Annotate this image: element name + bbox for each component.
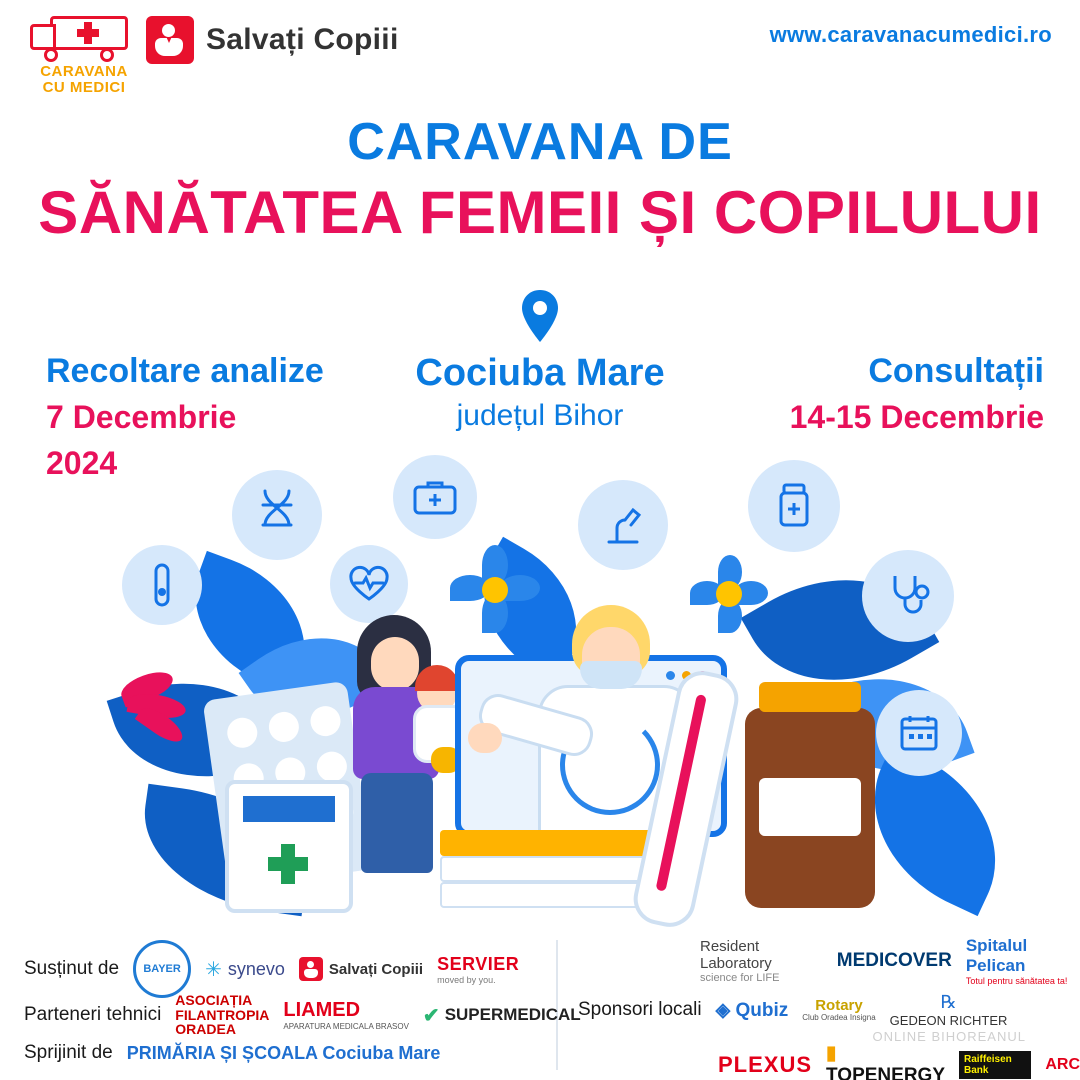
recoltare-label: Recoltare analize	[46, 352, 324, 390]
arc-logo: ARC	[1045, 1055, 1080, 1073]
local-sponsors-label: Sponsori locali	[578, 999, 702, 1020]
rotary-logo	[802, 998, 875, 1022]
filantropia-line2: FILANTROPIA	[175, 1006, 270, 1023]
supported-by-label: Susținut de	[24, 958, 120, 979]
pelican-label: Spitalul Pelican	[965, 936, 1028, 975]
recoltare-year: 2024	[46, 445, 118, 481]
spitalul-pelican-logo	[966, 936, 1080, 986]
plexus-logo: PLEXUS	[718, 1051, 813, 1077]
heartbeat-icon	[330, 545, 408, 623]
caravana-logo	[24, 10, 144, 96]
footer-row-supported-local	[24, 1042, 440, 1064]
footer-row-local-sponsors-1	[700, 936, 1080, 986]
title-line-2: SĂNĂTATEA FEMEII ȘI COPILULUI	[38, 179, 1042, 246]
gedeon-richter-logo	[890, 992, 1008, 1028]
liamed-logo	[283, 999, 409, 1031]
location-pin-icon	[516, 288, 564, 344]
rotary-sub: Club Oradea Insigna	[802, 1012, 876, 1022]
rotary-label: Rotary	[815, 996, 863, 1014]
illustration	[0, 440, 1080, 930]
filantropia-oradea-logo	[175, 993, 269, 1037]
resident-label: Resident Laboratory	[700, 938, 772, 972]
liamed-label: LIAMED	[283, 999, 361, 1022]
medical-truck-icon	[30, 10, 138, 62]
gedeon-label: GEDEON RICHTER	[889, 1013, 1008, 1028]
filantropia-line3: ORADEA	[175, 1021, 236, 1038]
synevo-logo	[205, 957, 285, 982]
salvati-copiii-footer-logo	[299, 957, 423, 981]
stethoscope-icon	[862, 550, 954, 642]
watermark: ONLINE BIHOREANUL	[872, 1029, 1026, 1044]
microscope-icon	[578, 480, 668, 570]
salvati-copiii-name: Salvați Copiii	[206, 23, 399, 56]
page-title	[0, 112, 1080, 247]
header	[0, 0, 1080, 100]
check-icon: ✔	[422, 1004, 440, 1027]
technical-partners-label: Parteneri tehnici	[24, 1004, 162, 1026]
topenergy-logo	[826, 1042, 945, 1080]
website-url[interactable]: www.caravanacumedici.ro	[769, 22, 1052, 47]
test-tube-icon	[122, 545, 202, 625]
books-stack	[440, 830, 655, 908]
supported-local-label: Sprijinit de	[24, 1042, 113, 1063]
raiffeisen-bank-logo: Raiffeisen Bank	[959, 1051, 1031, 1079]
liamed-tagline: APARATURA MEDICALA BRASOV	[283, 1022, 409, 1032]
recoltare-date: 7 Decembrie	[46, 399, 237, 435]
resident-tagline: science for LIFE	[700, 972, 780, 984]
caravana-logo-text: CARAVANA CU MEDICI	[40, 63, 128, 96]
gedeon-mark-icon: ℞	[940, 992, 957, 1012]
calendar-icon	[876, 690, 962, 776]
info-location	[360, 352, 720, 433]
servier-logo	[437, 954, 519, 985]
info-right	[714, 352, 1044, 437]
sponsors-footer	[0, 930, 1080, 1080]
filantropia-line1: ASOCIAȚIA	[175, 992, 253, 1008]
qubiz-label: Qubiz	[735, 999, 789, 1021]
supermedical-label: SUPERMEDICAL	[444, 1005, 581, 1025]
county-name: județul Bihor	[456, 399, 624, 432]
primaria-scoala-label: PRIMĂRIA ȘI ȘCOALA Cociuba Mare	[126, 1042, 441, 1063]
topenergy-label: TOPENERGY	[826, 1065, 945, 1080]
footer-row-local-sponsors-2	[578, 992, 1007, 1028]
qubiz-logo	[716, 999, 789, 1022]
consultatii-label: Consultații	[868, 352, 1044, 390]
medicine-jar	[745, 708, 875, 908]
dna-icon	[232, 470, 322, 560]
salvati-copiii-footer-label: Salvați Copiii	[328, 960, 424, 978]
servier-tagline: moved by you.	[437, 974, 496, 985]
salvati-copiii-logo	[146, 16, 399, 64]
consultatii-date: 14-15 Decembrie	[789, 399, 1044, 435]
salvati-copiii-mini-icon	[299, 957, 323, 981]
topenergy-mark-icon: ▮	[826, 1043, 837, 1064]
footer-row-local-sponsors-3	[718, 1042, 1080, 1080]
title-line-1: CARAVANA DE	[347, 113, 733, 171]
bayer-logo: BAYER	[133, 940, 191, 998]
pill-bottle-icon	[748, 460, 840, 552]
synevo-star-icon: ✳	[205, 958, 222, 981]
pelican-tagline: Totul pentru sănătatea ta!	[965, 976, 1068, 986]
resident-laboratory-logo	[700, 938, 823, 984]
supermedical-logo	[423, 1003, 581, 1028]
medical-bag-icon	[393, 455, 477, 539]
medicover-logo: MEDICOVER	[836, 950, 952, 971]
footer-row-technical-partners	[24, 993, 581, 1037]
salvati-copiii-mark-icon	[146, 16, 194, 64]
medicine-box	[225, 780, 353, 913]
qubiz-mark-icon: ◈	[715, 999, 731, 1021]
servier-label: SERVIER	[437, 953, 520, 974]
footer-row-supported-by	[24, 940, 519, 998]
synevo-label: synevo	[227, 958, 285, 979]
city-name: Cociuba Mare	[415, 352, 665, 394]
